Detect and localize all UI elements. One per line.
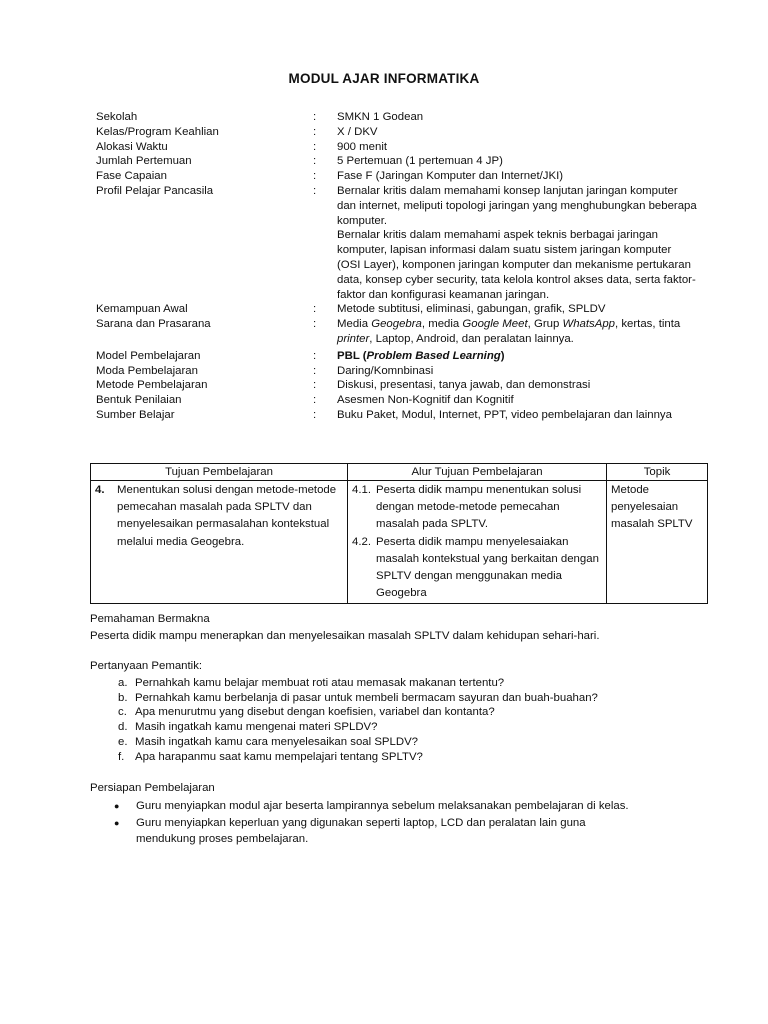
info-row-profil <box>96 184 716 302</box>
info-row-fase <box>96 169 716 184</box>
alur-cell <box>348 481 607 604</box>
info-row-kemampuan <box>96 302 716 317</box>
info-label: Alokasi Waktu <box>96 140 168 153</box>
topik-cell: Metode penyelesaian masalah SPLTV <box>607 481 708 604</box>
info-label: Kemampuan Awal <box>96 303 188 316</box>
tujuan-cell <box>91 481 348 604</box>
info-label: Profil Pelajar Pancasila <box>96 184 214 197</box>
info-colon: : <box>313 318 317 331</box>
bullet-icon: ● <box>114 817 120 828</box>
info-colon: : <box>313 349 317 362</box>
tujuan-number: 4. <box>95 484 105 496</box>
info-value: Media Geogebra, media Google Meet, Grup WhatsApp, kertas, tinta printer, Laptop, Android, dan peralatan lainnya. <box>337 318 681 345</box>
info-block <box>96 110 716 423</box>
info-value: Buku Paket, Modul, Internet, PPT, video pembelajaran dan lainnya <box>337 408 672 421</box>
table-header: Tujuan Pembelajaran <box>91 464 348 481</box>
info-row-sumber <box>96 408 716 423</box>
info-colon: : <box>313 170 317 183</box>
info-colon: : <box>313 184 317 197</box>
alur-item <box>352 534 603 603</box>
info-label: Sumber Belajar <box>96 408 175 421</box>
info-colon: : <box>313 364 317 377</box>
info-row-moda <box>96 364 716 379</box>
alur-number: 4.2. <box>352 535 371 548</box>
info-value: Metode subtitusi, eliminasi, gabungan, grafik, SPLDV <box>337 303 606 316</box>
alur-text: Peserta didik mampu menyelesaiakan masalah kontekstual yang berkaitan dengan SPLTV dengan menggunakan media Geogebra <box>376 535 599 600</box>
info-row-sekolah <box>96 110 716 125</box>
document-title: MODUL AJAR INFORMATIKA <box>288 71 480 86</box>
info-value: SMKN 1 Godean <box>337 111 424 123</box>
info-row-alokasi <box>96 140 716 155</box>
list-item: ● Guru menyiapkan modul ajar beserta lampirannya sebelum melaksanakan pembelajaran di kelas. <box>114 798 700 815</box>
section-heading: Pertanyaan Pemantik: <box>90 660 203 672</box>
info-colon: : <box>313 125 317 138</box>
section-text: Peserta didik mampu menerapkan dan menyelesaikan masalah SPLTV dalam kehidupan sehari-hari. <box>90 629 600 642</box>
bullet-icon: ● <box>114 800 120 811</box>
section-heading: Pemahaman Bermakna <box>90 613 210 625</box>
info-label: Bentuk Penilaian <box>96 394 182 407</box>
info-value <box>337 184 697 302</box>
info-label: Metode Pembelajaran <box>96 379 208 392</box>
info-colon: : <box>313 111 317 123</box>
info-label: Sekolah <box>96 111 138 123</box>
list-item: ● Guru menyiapkan keperluan yang digunakan seperti laptop, LCD dan peralatan lain guna mendukung proses pembelajaran. <box>114 815 700 849</box>
list-item: d. Masih ingatkah kamu mengenai materi SPLDV? <box>118 721 378 734</box>
alur-item <box>352 482 603 534</box>
info-row-bentuk <box>96 393 716 408</box>
info-row-model <box>96 349 716 364</box>
info-label: Model Pembelajaran <box>96 349 201 362</box>
info-colon: : <box>313 379 317 392</box>
profil-paragraph: Bernalar kritis dalam memahami aspek teknis berbagai jaringan komputer, lapisan informasi dalam suatu sistem jaringan komputer (OSI Layer), komponen jaringan komputer dan mekanisme pertukaran data, konsep cyber security, tata kelola kontrol akses data, serta faktor-faktor dan konfigurasi keamanan jaringan. <box>337 229 696 301</box>
section-heading: Persiapan Pembelajaran <box>90 782 215 794</box>
info-value: Asesmen Non-Kognitif dan Kognitif <box>337 394 514 407</box>
persiapan-section <box>90 781 700 848</box>
pertanyaan-section <box>90 659 700 765</box>
info-value: X / DKV <box>337 125 378 138</box>
info-label: Moda Pembelajaran <box>96 364 198 377</box>
info-row-kelas <box>96 125 716 140</box>
info-value: 900 menit <box>337 140 388 153</box>
info-label: Jumlah Pertemuan <box>96 155 192 168</box>
info-row-metode <box>96 378 716 393</box>
learning-objectives-table <box>90 463 708 604</box>
table-header: Alur Tujuan Pembelajaran <box>348 464 607 481</box>
list-item: e. Masih ingatkah kamu cara menyelesaikan soal SPLDV? <box>118 735 419 748</box>
table-row <box>91 481 708 604</box>
info-label: Kelas/Program Keahlian <box>96 125 219 138</box>
preparation-list <box>90 798 700 848</box>
alur-text: Peserta didik mampu menentukan solusi dengan metode-metode pemecahan masalah pada SPLTV. <box>376 484 582 531</box>
info-label: Fase Capaian <box>96 170 167 183</box>
list-item: b. Pernahkah kamu berbelanja di pasar untuk membeli bermacam sayuran dan buah-buahan? <box>118 691 598 704</box>
pemahaman-section <box>90 612 700 644</box>
profil-paragraph: Bernalar kritis dalam memahami konsep lanjutan jaringan komputer dan internet, meliputi topologi jaringan yang menghubungkan beberapa komputer. <box>337 184 697 227</box>
info-value: Diskusi, presentasi, tanya jawab, dan demonstrasi <box>337 379 591 392</box>
table-header: Topik <box>607 464 708 481</box>
list-item: c. Apa menurutmu yang disebut dengan koefisien, variabel dan kontanta? <box>118 706 495 719</box>
info-colon: : <box>313 394 317 407</box>
info-value: PBL (Problem Based Learning) <box>337 349 505 362</box>
list-item: a. Pernahkah kamu belajar membuat roti atau memasak makanan tertentu? <box>118 676 505 689</box>
list-item: f. Apa harapanmu saat kamu mempelajari tentang SPLTV? <box>118 750 423 763</box>
info-row-sarana <box>96 317 716 347</box>
info-value: 5 Pertemuan (1 pertemuan 4 JP) <box>337 155 503 168</box>
info-value: Daring/Komnbinasi <box>337 364 434 377</box>
table-header-row <box>91 464 708 481</box>
info-colon: : <box>313 155 317 168</box>
info-colon: : <box>313 303 317 316</box>
info-row-jumlah <box>96 154 716 169</box>
alur-number: 4.1. <box>352 484 371 496</box>
info-value: Fase F (Jaringan Komputer dan Internet/JKI) <box>337 170 564 183</box>
info-colon: : <box>313 140 317 153</box>
info-colon: : <box>313 408 317 421</box>
tujuan-text: Menentukan solusi dengan metode-metode pemecahan masalah pada SPLTV dan menyelesaikan permasalahan kontekstual melalui media Geogebra. <box>117 484 337 548</box>
info-label: Sarana dan Prasarana <box>96 318 211 331</box>
question-list <box>90 676 700 765</box>
